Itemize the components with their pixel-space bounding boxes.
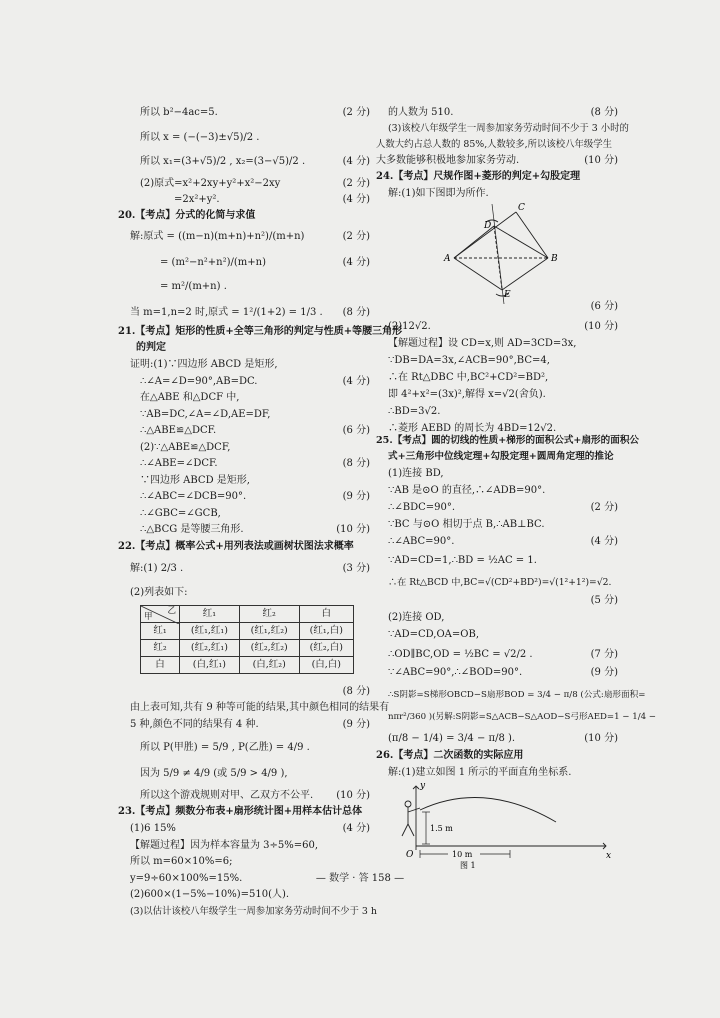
table-cell: (红₂,白) <box>299 640 353 657</box>
score: (2 分) <box>342 231 370 242</box>
table-row <box>141 657 354 674</box>
table-cell: (红₁,红₂) <box>239 623 299 640</box>
text-line: = (m²−n²+n²)/(m+n) <box>160 257 266 268</box>
probability-table <box>140 605 354 674</box>
text-line: (π/8 − 1/4) = 3/4 − π/8 ). <box>388 733 516 744</box>
text-line: ∴菱形 AEBD 的周长为 4BD=12√2. <box>388 423 557 434</box>
rhombus-construction-figure <box>436 200 566 312</box>
text-line: ∴∠BDC=90°. <box>388 502 456 513</box>
question-heading: 24.【考点】尺规作图+菱形的判定+勾股定理 <box>376 171 581 182</box>
table-cell: (红₁,白) <box>299 623 353 640</box>
question-heading: 23.【考点】频数分布表+扇形统计图+用样本估计总体 <box>118 806 363 817</box>
text-line: =2x²+y². <box>174 194 220 205</box>
question-heading: 的判定 <box>136 342 166 353</box>
text-line: ∵AD=CD=1,∴BD = ½AC = 1. <box>388 555 537 566</box>
row-header: 白 <box>141 657 180 674</box>
text-line: ∵AB=DC,∠A=∠D,AE=DF, <box>140 409 271 420</box>
column-header: 白 <box>299 606 353 623</box>
page-footer: — 数学 · 答 158 — <box>315 873 405 884</box>
text-line: ∴OD∥BC,OD = ½BC = √2/2 . <box>388 649 533 660</box>
question-heading: 20.【考点】分式的化简与求值 <box>118 210 256 221</box>
text-line: ∴△ABE≌△DCF. <box>140 425 217 436</box>
text-line: ∵四边形 ABCD 是矩形, <box>140 475 250 486</box>
text-line: 大多数能够积极地参加家务劳动. <box>376 155 520 166</box>
text-line: 所以 x₁=(3+√5)/2 , x₂=(3−√5)/2 . <box>140 156 306 167</box>
point-label-c: C <box>518 203 525 213</box>
question-heading: 26.【考点】二次函数的实际应用 <box>376 750 524 761</box>
text-line: (1)连接 BD, <box>388 468 444 479</box>
corner-bottom-label: 甲 <box>144 611 153 622</box>
score: (4 分) <box>342 257 370 268</box>
text-line: ∴BD=3√2. <box>388 406 441 417</box>
text-line: (2)连接 OD, <box>388 612 445 623</box>
text-line: ∵DB=DA=3x,∠ACB=90°,BC=4, <box>388 355 550 366</box>
text-line: 解:原式 = ((m−n)(m+n)+n²)/(m+n) <box>130 231 305 242</box>
point-label-b: B <box>551 254 558 264</box>
point-label-a: A <box>444 254 451 264</box>
table-cell: (白,白) <box>299 657 353 674</box>
text-line: ∵∠ABC=90°,∴∠BOD=90°. <box>388 667 523 678</box>
score: (9 分) <box>590 667 618 678</box>
text-line: (2)原式=x²+2xy+y²+x²−2xy <box>140 178 281 189</box>
score: (6 分) <box>342 425 370 436</box>
row-header: 红₁ <box>141 623 180 640</box>
table-row <box>141 623 354 640</box>
score: (6 分) <box>590 301 618 312</box>
text-line: 因为 5/9 ≠ 4/9 (或 5/9 > 4/9 ), <box>140 768 288 779</box>
text-line: 所以这个游戏规则对甲、乙双方不公平. <box>140 790 314 801</box>
text-line: ∴∠A=∠D=90°,AB=DC. <box>140 376 258 387</box>
text-line: ∴S阴影=S梯形OBCD−S扇形BOD = 3/4 − π/8 (公式:扇形面积= <box>388 690 646 700</box>
text-line: 解:(1)如下图即为所作. <box>388 188 489 199</box>
score: (10 分) <box>336 790 370 801</box>
text-line: (2)列表如下: <box>130 587 188 598</box>
text-line: 当 m=1,n=2 时,原式 = 1²/(1+2) = 1/3 . <box>130 307 323 318</box>
text-line: (2)12√2. <box>388 321 431 332</box>
text-line: ∴∠GBC=∠GCB, <box>140 508 221 519</box>
text-line: 5 种,颜色不同的结果有 4 种. <box>130 719 259 730</box>
table-row <box>141 640 354 657</box>
corner-top-label: 乙 <box>167 606 176 616</box>
point-label-e: E <box>504 290 511 300</box>
score: (4 分) <box>342 194 370 205</box>
question-heading: 22.【考点】概率公式+用列表法或画树状图法求概率 <box>118 541 354 552</box>
question-heading: 式+三角形中位线定理+勾股定理+圆周角定理的推论 <box>388 451 614 462</box>
score: (9 分) <box>342 491 370 502</box>
score: (9 分) <box>342 719 370 730</box>
text-line: 所以 x = (−(−3)±√5)/2 . <box>140 132 260 143</box>
text-line: ∴在 Rt△DBC 中,BC²+CD²=BD², <box>388 372 549 383</box>
score: (5 分) <box>590 595 618 606</box>
parabola-figure <box>388 780 616 870</box>
text-line: 解:(1)建立如图 1 所示的平面直角坐标系. <box>388 767 572 778</box>
height-label: 1.5 m <box>430 824 453 833</box>
point-label-d: D <box>484 221 492 231</box>
text-line: (3)该校八年级学生一周参加家务劳动时间不少于 3 小时的 <box>388 123 629 134</box>
table-corner <box>141 606 180 623</box>
text-line: (2)600×(1−5%−10%)=510(人). <box>130 889 290 900</box>
text-line: y=9÷60×100%=15%. <box>130 873 243 884</box>
text-line: 所以 b²−4ac=5. <box>140 107 218 118</box>
score: (8 分) <box>590 107 618 118</box>
text-line: 的人数为 510. <box>388 107 454 118</box>
text-line: = m²/(m+n) . <box>160 281 227 292</box>
text-line: 人数大约占总人数的 85%,人数较多,所以该校八年级学生 <box>376 139 613 150</box>
text-line: ∵AB 是⊙O 的直径,∴∠ADB=90°. <box>388 485 546 496</box>
figure-caption: 图 1 <box>460 861 476 870</box>
table-cell: (红₂,红₂) <box>239 640 299 657</box>
text-line: 【解题过程】因为样本容量为 3÷5%=60, <box>130 840 319 851</box>
text-line: ∴△BCG 是等腰三角形. <box>140 524 244 535</box>
text-line: ∵AD=CD,OA=OB, <box>388 629 479 640</box>
row-header: 红₂ <box>141 640 180 657</box>
score: (10 分) <box>584 733 618 744</box>
table-cell: (红₁,红₁) <box>180 623 240 640</box>
text-line: 所以 P(甲胜) = 5/9 , P(乙胜) = 4/9 . <box>140 742 310 753</box>
score: (4 分) <box>342 156 370 167</box>
text-line: (2)∵△ABE≌△DCF, <box>140 442 231 453</box>
score: (2 分) <box>590 502 618 513</box>
score: (2 分) <box>342 178 370 189</box>
axis-label-y: y <box>420 781 426 791</box>
distance-label: 10 m <box>452 850 473 859</box>
text-line: 在△ABE 和△DCF 中, <box>140 392 240 403</box>
text-line: 即 4²+x²=(3x)²,解得 x=√2(舍负). <box>388 389 546 400</box>
text-line: 所以 m=60×10%=6; <box>130 856 233 867</box>
column-header: 红₂ <box>239 606 299 623</box>
score: (10 分) <box>336 524 370 535</box>
text-line: 由上表可知,共有 9 种等可能的结果,其中颜色相同的结果有 <box>130 702 390 713</box>
score: (10 分) <box>584 155 618 166</box>
text-line: ∴∠ABC=∠DCB=90°. <box>140 491 247 502</box>
text-line: (3)以估计该校八年级学生一周参加家务劳动时间不少于 3 h <box>130 906 377 917</box>
score: (4 分) <box>590 536 618 547</box>
score: (2 分) <box>342 107 370 118</box>
text-line: 解:(1) 2/3 . <box>130 563 184 574</box>
text-line: (1)6 15% <box>130 823 176 834</box>
table-cell: (红₂,红₁) <box>180 640 240 657</box>
text-line: ∴∠ABC=90°. <box>388 536 455 547</box>
text-line: nπr²/360 )(另解:S阴影=S△ACB−S△AOD−S弓形AED=1 − 1/4 − <box>388 712 657 722</box>
axis-label-x: x <box>606 851 612 861</box>
score: (4 分) <box>342 376 370 387</box>
question-heading: 21.【考点】矩形的性质+全等三角形的判定与性质+等腰三角形 <box>118 326 403 337</box>
score: (7 分) <box>590 649 618 660</box>
text-line: ∴在 Rt△BCD 中,BC=√(CD²+BD²)=√(1²+1²)=√2. <box>388 577 612 588</box>
column-header: 红₁ <box>180 606 240 623</box>
table-cell: (白,红₁) <box>180 657 240 674</box>
table-cell: (白,红₂) <box>239 657 299 674</box>
text-line: ∴∠ABE=∠DCF. <box>140 458 218 469</box>
text-line: 证明:(1)∵四边形 ABCD 是矩形, <box>130 359 278 370</box>
text-line: 【解题过程】设 CD=x,则 AD=3CD=3x, <box>388 338 577 349</box>
score: (8 分) <box>342 686 370 697</box>
score: (8 分) <box>342 458 370 469</box>
score: (8 分) <box>342 307 370 318</box>
question-heading: 25.【考点】圆的切线的性质+梯形的面积公式+扇形的面积公 <box>376 435 640 446</box>
origin-label: O <box>406 850 414 860</box>
score: (4 分) <box>342 823 370 834</box>
score: (10 分) <box>584 321 618 332</box>
score: (3 分) <box>342 563 370 574</box>
text-line: ∵BC 与⊙O 相切于点 B,∴AB⊥BC. <box>388 519 545 530</box>
